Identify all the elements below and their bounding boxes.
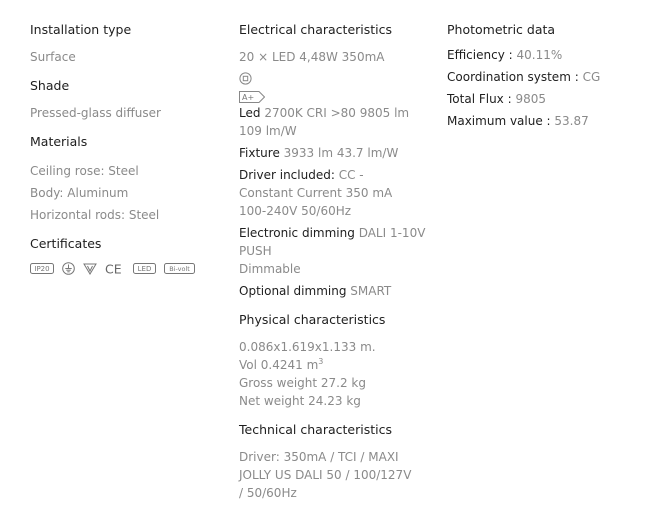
led-text: LED	[137, 265, 152, 273]
efficiency-label: Efficiency :	[447, 48, 513, 62]
ip20-icon	[30, 263, 54, 274]
general-column	[30, 20, 225, 275]
material-item: Body: Aluminum	[30, 186, 129, 200]
material-item: Ceiling rose: Steel	[30, 164, 139, 178]
photometric-row	[447, 44, 652, 66]
electrical-heading: Electrical characteristics	[239, 22, 393, 37]
net-weight-value: Net weight 24.23 kg	[239, 394, 361, 408]
class-ii-icon	[239, 70, 434, 84]
coordination-label: Coordination system :	[447, 70, 579, 84]
photometric-row	[447, 88, 652, 110]
led-label: Led	[239, 106, 261, 120]
maximum-value-label: Maximum value :	[447, 114, 551, 128]
electrical-column	[239, 20, 434, 502]
installation-type-heading: Installation type	[30, 22, 132, 37]
fixture-row	[239, 144, 434, 162]
dimming-value-3: Dimmable	[239, 262, 301, 276]
led-value: 2700K CRI >80 9805 lm	[264, 106, 410, 120]
fixture-value: 3933 lm 43.7 lm/W	[283, 146, 399, 160]
total-flux-value: 9805	[515, 92, 547, 106]
photometric-row	[447, 110, 652, 132]
dimming-value: DALI 1-10V	[358, 226, 426, 240]
led-icon	[133, 263, 156, 274]
certificate-icons	[30, 262, 225, 275]
photometric-column	[447, 20, 652, 132]
led-row	[239, 104, 434, 122]
driver-value-2: Constant Current 350 mA	[239, 186, 393, 200]
energy-class-text: A+	[242, 93, 255, 102]
dimensions-value: 0.086x1.619x1.133 m.	[239, 340, 376, 354]
optional-dimming-label: Optional dimming	[239, 284, 347, 298]
volume-text: Vol 0.4241 m	[239, 358, 319, 372]
vde-icon	[83, 263, 97, 275]
driver-label: Driver included:	[239, 168, 335, 182]
ip20-text: IP20	[34, 265, 50, 273]
driver-value: CC -	[338, 168, 364, 182]
volume-value	[239, 356, 434, 374]
shade-value: Pressed-glass diffuser	[30, 106, 161, 120]
optional-dimming-value: SMART	[350, 284, 392, 298]
driver-value-3: 100-240V 50/60Hz	[239, 204, 352, 218]
driver-row	[239, 166, 434, 184]
bivolt-text: Bi-volt	[169, 265, 190, 273]
energy-class-icon	[239, 88, 434, 102]
volume-exponent: 3	[318, 357, 324, 366]
coordination-value: CG	[582, 70, 601, 84]
led-spec: 20 × LED 4,48W 350mA	[239, 50, 385, 64]
technical-line: / 50/60Hz	[239, 486, 297, 500]
dimming-label: Electronic dimming	[239, 226, 355, 240]
technical-line: Driver: 350mA / TCI / MAXI	[239, 450, 399, 464]
gross-weight-value: Gross weight 27.2 kg	[239, 376, 367, 390]
technical-heading: Technical characteristics	[239, 422, 392, 437]
dimming-row	[239, 224, 434, 242]
photometric-heading: Photometric data	[447, 22, 556, 37]
bi-volt-icon	[164, 263, 195, 274]
optional-dimming-row	[239, 282, 434, 300]
shade-heading: Shade	[30, 78, 70, 93]
photometric-row	[447, 66, 652, 88]
physical-heading: Physical characteristics	[239, 312, 386, 327]
ground-icon	[62, 262, 75, 275]
efficiency-value: 40.11%	[516, 48, 563, 62]
ce-text: CE	[105, 262, 122, 275]
fixture-label: Fixture	[239, 146, 280, 160]
ce-icon	[105, 262, 125, 275]
dimming-value-2: PUSH	[239, 244, 272, 258]
led-efficacy: 109 lm/W	[239, 124, 297, 138]
materials-heading: Materials	[30, 134, 88, 149]
installation-type-value: Surface	[30, 50, 76, 64]
certificates-heading: Certificates	[30, 236, 102, 251]
material-item: Horizontal rods: Steel	[30, 208, 160, 222]
maximum-value-value: 53.87	[554, 114, 589, 128]
total-flux-label: Total Flux :	[447, 92, 512, 106]
technical-line: JOLLY US DALI 50 / 100/127V	[239, 468, 412, 482]
